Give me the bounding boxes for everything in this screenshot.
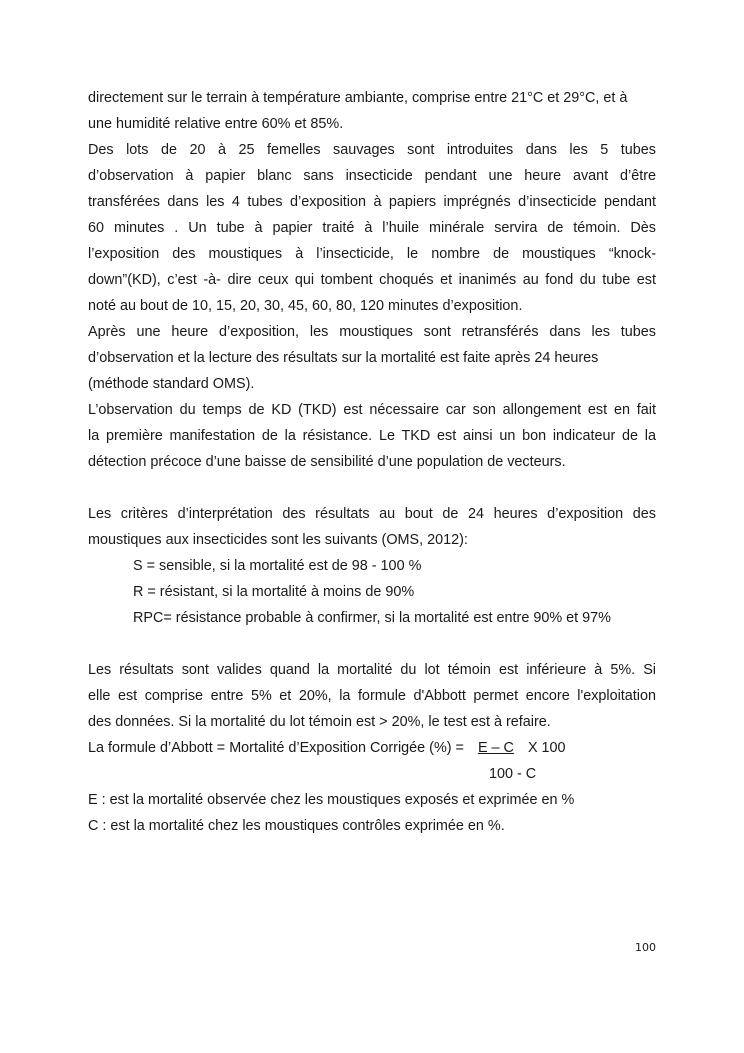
definition-c: C : est la mortalité chez les moustiques contrôles exprimée en %.: [88, 818, 505, 834]
abbott-formula-multiplier: X 100: [527, 740, 566, 756]
paragraph-6-line-1: Les résultats sont valides quand la mortalité du lot témoin est inférieure à 5%. Si: [88, 662, 656, 678]
paragraph-2-line-1: Des lots de 20 à 25 femelles sauvages sont introduites dans les 5 tubes: [88, 142, 656, 158]
paragraph-2-line-5: l’exposition des moustiques à l’insecticide, le nombre de moustiques “knock-: [88, 246, 656, 262]
paragraph-3-line-1: Après une heure d’exposition, les moustiques sont retransférés dans les tubes: [88, 324, 656, 340]
definition-e: E : est la mortalité observée chez les moustiques exposés et exprimée en %: [88, 792, 575, 808]
paragraph-2-line-4: 60 minutes . Un tube à papier traité à l’huile minérale servira de témoin. Dès: [88, 220, 656, 236]
abbott-formula-denominator: 100 - C: [489, 766, 537, 782]
abbott-formula: [88, 739, 656, 757]
paragraph-5-line-2: moustiques aux insecticides sont les suivants (OMS, 2012):: [88, 532, 468, 548]
paragraph-1-line-2: une humidité relative entre 60% et 85%.: [88, 116, 344, 132]
paragraph-4-line-1: L’observation du temps de KD (TKD) est nécessaire car son allongement est en fait: [88, 402, 656, 418]
paragraph-2-line-3: transférées dans les 4 tubes d’exposition à papiers imprégnés d’insecticide pendant: [88, 194, 656, 210]
page-number: 100: [635, 941, 656, 954]
paragraph-1-line-1: directement sur le terrain à température ambiante, comprise entre 21°C et 29°C, et à: [88, 90, 628, 106]
paragraph-4-line-2: la première manifestation de la résistance. Le TKD est ainsi un bon indicateur de la: [88, 428, 656, 444]
abbott-formula-label: La formule d’Abbott = Mortalité d’Exposition Corrigée (%) =: [88, 740, 464, 756]
paragraph-6-line-2: elle est comprise entre 5% et 20%, la formule d'Abbott permet encore l'exploitation: [88, 688, 656, 704]
paragraph-5-line-1: Les critères d’interprétation des résultats au bout de 24 heures d’exposition des: [88, 506, 656, 522]
paragraph-2-line-2: d’observation à papier blanc sans insecticide pendant une heure avant d’être: [88, 168, 656, 184]
criteria-item-probable-resistance: RPC= résistance probable à confirmer, si la mortalité est entre 90% et 97%: [133, 610, 611, 626]
paragraph-2-line-6: down”(KD), c’est -à- dire ceux qui tombent choqués et inanimés au fond du tube est: [88, 272, 656, 288]
paragraph-2-line-7: noté au bout de 10, 15, 20, 30, 45, 60, 80, 120 minutes d’exposition.: [88, 298, 523, 314]
paragraph-3-line-3: (méthode standard OMS).: [88, 376, 255, 392]
criteria-item-sensitive: S = sensible, si la mortalité est de 98 - 100 %: [133, 558, 422, 574]
paragraph-4-line-3: détection précoce d’une baisse de sensibilité d’une population de vecteurs.: [88, 454, 566, 470]
paragraph-3-line-2: d’observation et la lecture des résultats sur la mortalité est faite après 24 heures: [88, 350, 599, 366]
paragraph-6-line-3: des données. Si la mortalité du lot témoin est > 20%, le test est à refaire.: [88, 714, 551, 730]
criteria-item-resistant: R = résistant, si la mortalité à moins de 90%: [133, 584, 415, 600]
abbott-formula-numerator: E – C: [477, 740, 514, 756]
